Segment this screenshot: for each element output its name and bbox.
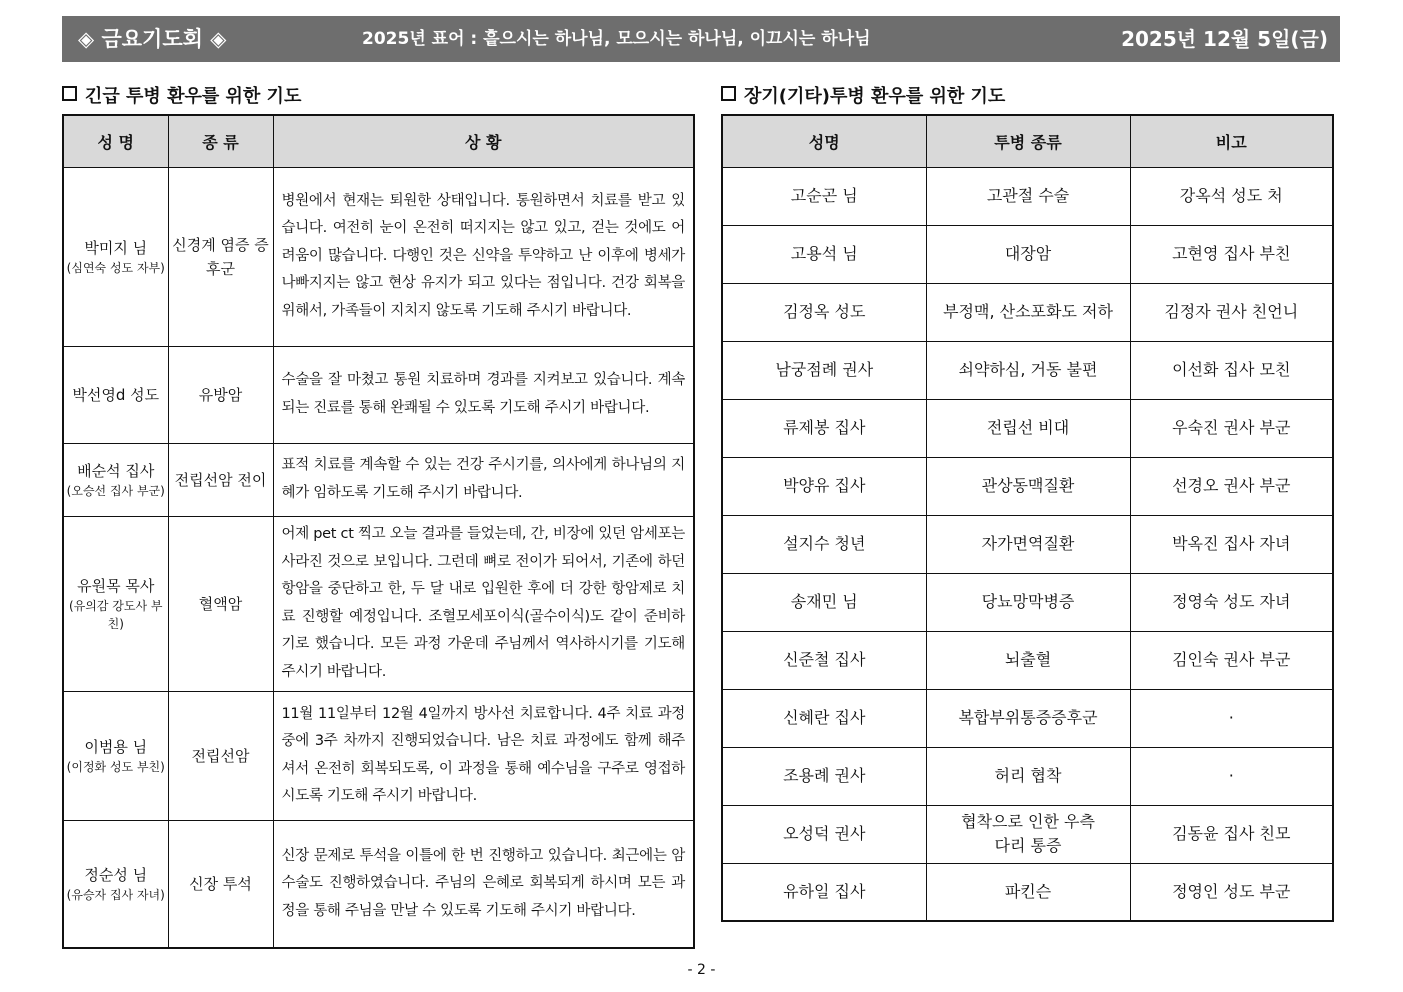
table-row — [722, 341, 1333, 399]
right-section-title — [721, 85, 1005, 109]
patient-name: 류제봉 집사 — [722, 399, 926, 457]
patient-name-cell — [63, 516, 168, 691]
table-row — [722, 515, 1333, 573]
illness-type: 협착으로 인한 우측 다리 통증 — [926, 805, 1130, 863]
illness-type: 쇠약하심, 거동 불편 — [926, 341, 1130, 399]
note: · — [1130, 689, 1333, 747]
note: 우숙진 권사 부군 — [1130, 399, 1333, 457]
table-row — [722, 283, 1333, 341]
table-row — [63, 167, 694, 346]
patient-relation: (유승자 집사 자녀) — [66, 887, 165, 902]
illness-type: 당뇨망막병증 — [926, 573, 1130, 631]
illness-type: 관상동맥질환 — [926, 457, 1130, 515]
patient-name: 정순성 님 — [84, 865, 148, 884]
note: · — [1130, 747, 1333, 805]
patient-name: 김정옥 성도 — [722, 283, 926, 341]
patient-relation: (이정화 성도 부친) — [66, 759, 165, 774]
note: 강옥석 성도 처 — [1130, 167, 1333, 225]
column-header-name: 성명 — [722, 115, 926, 167]
column-header-situation: 상 황 — [273, 115, 694, 167]
situation-text: 병원에서 현재는 퇴원한 상태입니다. 통원하면서 치료를 받고 있습니다. 여전히 눈이 온전히 떠지지는 않고 있고, 걷는 것에도 어려움이 많습니다. 다행인 것은 신약을 투약하고 난 이후에 병세가 나빠지지는 않고 현상 유지가 되고 있다는 점입니다. 건강 회복을 위해서, 가족들이 지치지 않도록 기도해 주시기 바랍니다. — [273, 167, 694, 346]
checkbox-square-icon — [62, 86, 77, 101]
patient-name: 유원목 목사 — [77, 576, 155, 595]
table-row — [722, 573, 1333, 631]
illness-type: 부정맥, 산소포화도 저하 — [926, 283, 1130, 341]
header-bar — [62, 16, 1340, 62]
urgent-patients-table — [62, 114, 695, 949]
illness-type: 전립선암 전이 — [168, 443, 273, 516]
table-row — [722, 747, 1333, 805]
illness-type: 유방암 — [168, 346, 273, 443]
column-header-type: 종 류 — [168, 115, 273, 167]
situation-text: 표적 치료를 계속할 수 있는 건강 주시기를, 의사에게 하나님의 지혜가 임하도록 기도해 주시기 바랍니다. — [273, 443, 694, 516]
note: 김동윤 집사 친모 — [1130, 805, 1333, 863]
illness-type: 전립선암 — [168, 691, 273, 820]
table-row — [63, 691, 694, 820]
left-section-title — [62, 85, 301, 109]
note: 고현영 집사 부친 — [1130, 225, 1333, 283]
table-row — [722, 805, 1333, 863]
situation-text: 어제 pet ct 찍고 오늘 결과를 들었는데, 간, 비장에 있던 암세포는 사라진 것으로 보입니다. 그런데 뼈로 전이가 되어서, 기존에 하던 항암을 중단하고 한, 두 달 내로 입원한 후에 더 강한 항암제로 치료 진행할 예정입니다. 조혈모세포이식(골수이식)도 같이 준비하기로 했습니다. 모든 과정 가운데 주님께서 역사하시기를 기도해 주시기 바랍니다. — [273, 516, 694, 691]
patient-relation: (심연숙 성도 자부) — [66, 260, 165, 275]
note: 김정자 권사 친언니 — [1130, 283, 1333, 341]
patient-name-cell — [63, 820, 168, 948]
illness-type: 복합부위통증증후군 — [926, 689, 1130, 747]
situation-text: 11월 11일부터 12월 4일까지 방사선 치료합니다. 4주 치료 과정 중에 3주 차까지 진행되었습니다. 남은 치료 과정에도 함께 해주셔서 온전히 회복되도록, 이 과정을 통해 예수님을 구주로 영접하시도록 기도해 주시기 바랍니다. — [273, 691, 694, 820]
table-row — [722, 689, 1333, 747]
illness-type: 신장 투석 — [168, 820, 273, 948]
illness-type: 고관절 수술 — [926, 167, 1130, 225]
illness-type: 자가면역질환 — [926, 515, 1130, 573]
patient-name: 신혜란 집사 — [722, 689, 926, 747]
illness-type: 전립선 비대 — [926, 399, 1130, 457]
left-section-title-text: 긴급 투병 환우를 위한 기도 — [85, 86, 302, 107]
patient-name-cell — [63, 691, 168, 820]
patient-name: 고용석 님 — [722, 225, 926, 283]
patient-name-cell — [63, 167, 168, 346]
table-row — [722, 457, 1333, 515]
table-row — [63, 516, 694, 691]
patient-name: 오성덕 권사 — [722, 805, 926, 863]
header-date: 2025년 12월 5일(금) — [1121, 27, 1328, 51]
table-row — [63, 346, 694, 443]
checkbox-square-icon — [721, 86, 736, 101]
patient-name: 조용례 권사 — [722, 747, 926, 805]
header-title: ◈ 금요기도회 ◈ — [78, 27, 227, 51]
patient-name: 박미지 님 — [84, 238, 148, 257]
patient-name: 송재민 님 — [722, 573, 926, 631]
right-section-title-text: 장기(기타)투병 환우를 위한 기도 — [744, 86, 1006, 107]
patient-name-cell — [63, 346, 168, 443]
long-term-patients-table — [721, 114, 1334, 922]
table-row — [722, 631, 1333, 689]
table-row — [722, 863, 1333, 921]
illness-type: 대장암 — [926, 225, 1130, 283]
table-row — [63, 820, 694, 948]
column-header-note: 비고 — [1130, 115, 1333, 167]
note: 박옥진 집사 자녀 — [1130, 515, 1333, 573]
table-row — [63, 443, 694, 516]
note: 김인숙 권사 부군 — [1130, 631, 1333, 689]
illness-type: 혈액암 — [168, 516, 273, 691]
table-header-row — [722, 115, 1333, 167]
column-header-illness: 투병 종류 — [926, 115, 1130, 167]
patient-name: 박양유 집사 — [722, 457, 926, 515]
header-motto: 2025년 표어 : 흩으시는 하나님, 모으시는 하나님, 이끄시는 하나님 — [362, 29, 871, 49]
table-header-row — [63, 115, 694, 167]
patient-name: 유하일 집사 — [722, 863, 926, 921]
situation-text: 신장 문제로 투석을 이틀에 한 번 진행하고 있습니다. 최근에는 암 수술도 진행하였습니다. 주님의 은혜로 회복되게 하시며 모든 과정을 통해 주님을 만날 수 있도록 기도해 주시기 바랍니다. — [273, 820, 694, 948]
note: 정영숙 성도 자녀 — [1130, 573, 1333, 631]
illness-type: 뇌출혈 — [926, 631, 1130, 689]
table-row — [722, 399, 1333, 457]
patient-name: 박선영d 성도 — [72, 385, 160, 404]
illness-type: 신경계 염증 증후군 — [168, 167, 273, 346]
column-header-name: 성 명 — [63, 115, 168, 167]
table-row — [722, 167, 1333, 225]
patient-relation: (유의감 강도사 부친) — [69, 598, 163, 631]
patient-name: 남궁점례 권사 — [722, 341, 926, 399]
patient-name: 고순곤 님 — [722, 167, 926, 225]
illness-type: 허리 협착 — [926, 747, 1130, 805]
patient-name: 이범용 님 — [84, 737, 148, 756]
table-row — [722, 225, 1333, 283]
patient-name: 배순석 집사 — [77, 461, 155, 480]
page-number: - 2 - — [687, 962, 716, 978]
note: 정영인 성도 부군 — [1130, 863, 1333, 921]
patient-name-cell — [63, 443, 168, 516]
patient-relation: (오승선 집사 부군) — [66, 483, 165, 498]
patient-name: 설지수 청년 — [722, 515, 926, 573]
note: 선경오 권사 부군 — [1130, 457, 1333, 515]
patient-name: 신준철 집사 — [722, 631, 926, 689]
situation-text: 수술을 잘 마쳤고 통원 치료하며 경과를 지켜보고 있습니다. 계속되는 진료를 통해 완쾌될 수 있도록 기도해 주시기 바랍니다. — [273, 346, 694, 443]
note: 이선화 집사 모친 — [1130, 341, 1333, 399]
illness-type: 파킨슨 — [926, 863, 1130, 921]
